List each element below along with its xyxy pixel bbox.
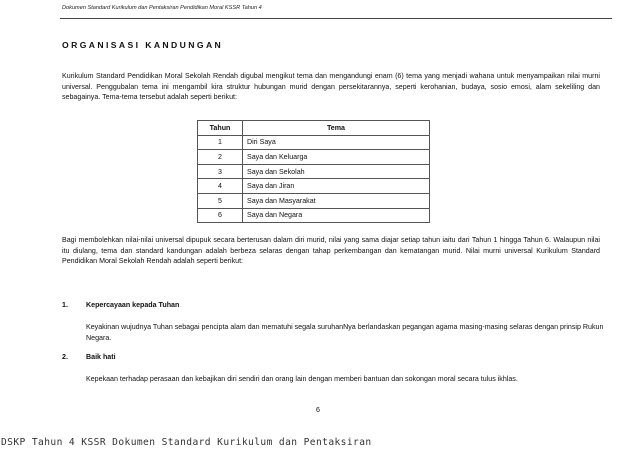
- table-row: [198, 150, 430, 165]
- second-paragraph: Bagi membolehkan nilai-nilai universal dipupuk secara berterusan dalam diri murid, nilai yang sama diajar setiap tahun iaitu dari Tahun 1 hingga Tahun 6. Walaupun nilai itu diulang, tema dan standard kandungan adalah berbeza selaras dengan tahap perkembangan dan kematangan murid. Nilai murni universal Kurikulum Standard Pendidikan Moral Sekolah Rendah adalah seperti berikut:: [62, 236, 600, 266]
- table-cell-theme: Saya dan Keluarga: [243, 150, 430, 165]
- table-row: [198, 193, 430, 208]
- value-number: 2.: [62, 353, 68, 361]
- table-cell-theme: Saya dan Sekolah: [243, 164, 430, 179]
- table-cell-year: 3: [198, 164, 243, 179]
- value-description: Kepekaan terhadap perasaan dan kebajikan diri sendiri dan orang lain dengan memberi bantuan dan sokongan moral secara tulus ikhlas.: [86, 375, 518, 383]
- table-row: [198, 164, 430, 179]
- table-cell-theme: Saya dan Negara: [243, 208, 430, 223]
- value-number: 1.: [62, 301, 68, 309]
- column-header-tema: Tema: [243, 121, 430, 136]
- value-title: Baik hati: [86, 353, 116, 361]
- table-row: [198, 208, 430, 223]
- table-row: [198, 179, 430, 194]
- column-header-tahun: Tahun: [198, 121, 243, 136]
- table-row: [198, 135, 430, 150]
- table-cell-theme: Diri Saya: [243, 135, 430, 150]
- table-cell-year: 4: [198, 179, 243, 194]
- footer-caption: DSKP Tahun 4 KSSR Dokumen Standard Kurikulum dan Pentaksiran: [1, 437, 372, 448]
- section-title: ORGANISASI KANDUNGAN: [62, 40, 224, 50]
- table-cell-year: 5: [198, 193, 243, 208]
- table-cell-theme: Saya dan Jiran: [243, 179, 430, 194]
- table-cell-year: 2: [198, 150, 243, 165]
- running-header: Dokumen Standard Kurikulum dan Pentaksiran Pendidikan Moral KSSR Tahun 4: [62, 5, 262, 11]
- intro-paragraph: Kurikulum Standard Pendidikan Moral Sekolah Rendah digubal mengikut tema dan mengandungi enam (6) tema yang menjadi wahana untuk menyampaikan nilai murni universal. Penggubalan tema ini mengambil kira struktur hubungan murid dengan persekitarannya, seperti kerohanian, budaya, sosio emosi, alam sekeliling dan sebagainya. Tema-tema tersebut adalah seperti berikut:: [62, 72, 600, 102]
- table-cell-year: 6: [198, 208, 243, 223]
- table-header-row: [198, 121, 430, 136]
- page-number: 6: [316, 406, 320, 414]
- header-divider: [60, 18, 612, 19]
- table-cell-theme: Saya dan Masyarakat: [243, 193, 430, 208]
- value-title: Kepercayaan kepada Tuhan: [86, 301, 180, 309]
- value-description: Keyakinan wujudnya Tuhan sebagai pencipta alam dan mematuhi segala suruhanNya berlandaskan pegangan agama masing-masing selaras dengan prinsip Rukun Negara.: [86, 323, 604, 342]
- table-cell-year: 1: [198, 135, 243, 150]
- theme-table: [197, 120, 430, 223]
